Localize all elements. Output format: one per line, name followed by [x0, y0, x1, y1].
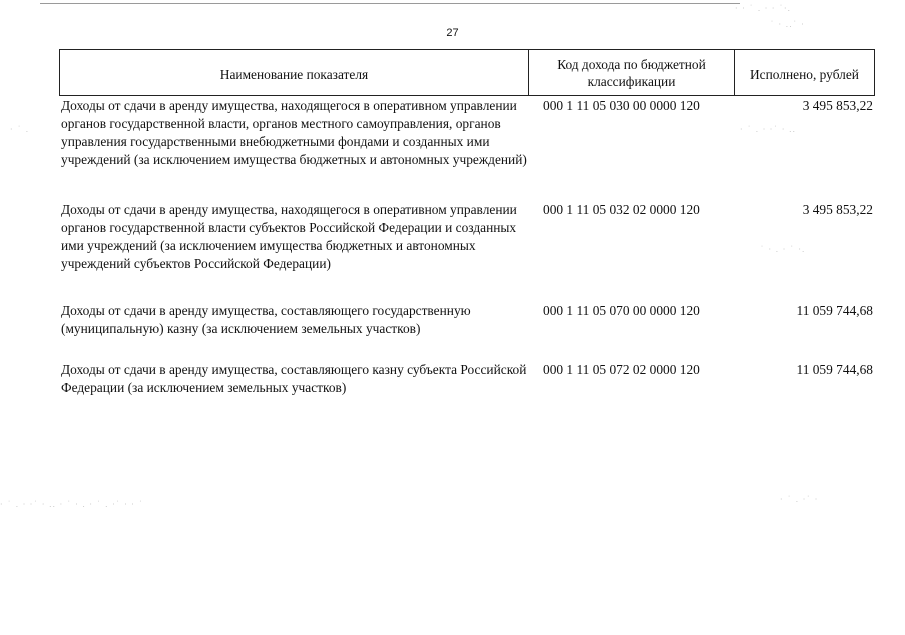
- scan-noise: ˙ · . · ˙ ·.: [760, 245, 806, 254]
- header-name: Наименование показателя: [60, 50, 529, 95]
- row-name: Доходы от сдачи в аренду имущества, находящегося в оперативном управлении органов государственной власти субъектов Российской Федерации и созданных ими учреждений (за исключением имущества бюджетных и автономных учреждений субъектов Российской Федерации): [61, 202, 517, 271]
- row-amount: 11 059 744,68: [796, 362, 873, 377]
- top-rule: [40, 3, 740, 4]
- page-number: 27: [446, 27, 459, 39]
- header-amount: Исполнено, рублей: [750, 67, 859, 82]
- row-name: Доходы от сдачи в аренду имущества, составляющего казну субъекта Российской Федерации (за исключением земельных участков): [61, 362, 527, 395]
- header-code: Код дохода по бюджетной классификации: [529, 50, 735, 95]
- row-amount: 3 495 853,22: [802, 98, 873, 113]
- scan-noise: · ˙ .: [10, 125, 30, 134]
- scan-noise: · ˙ . ·˙ ·: [780, 495, 819, 504]
- table-header: [59, 49, 875, 96]
- row-code: 000 1 11 05 032 02 0000 120: [543, 202, 700, 217]
- row-code: 000 1 11 05 030 00 0000 120: [543, 98, 700, 113]
- scan-noise: · ˙ . · ·˙ · .. · ˙ · . · ˙ . ·˙ · · ˙: [0, 500, 144, 509]
- row-code: 000 1 11 05 072 02 0000 120: [543, 362, 700, 377]
- row-code: 000 1 11 05 070 00 0000 120: [543, 303, 700, 318]
- scan-noise: ˙ · ..˙ ·: [770, 20, 805, 29]
- row-amount: 11 059 744,68: [796, 303, 873, 318]
- scan-noise: · · ˙ . · · ˙·.: [735, 4, 792, 13]
- row-name: Доходы от сдачи в аренду имущества, составляющего государственную (муниципальную) казну (за исключением земельных участков): [61, 303, 471, 336]
- scan-noise: · ˙ . · ·˙ · ..: [740, 125, 797, 134]
- row-name: Доходы от сдачи в аренду имущества, находящегося в оперативном управлении органов государственной власти, органов местного самоуправления, органов управления государственными внебюджетными фондами и созданных ими учреждений (за исключением имущества бюджетных и автономных учреждений): [61, 98, 527, 167]
- row-amount: 3 495 853,22: [802, 202, 873, 217]
